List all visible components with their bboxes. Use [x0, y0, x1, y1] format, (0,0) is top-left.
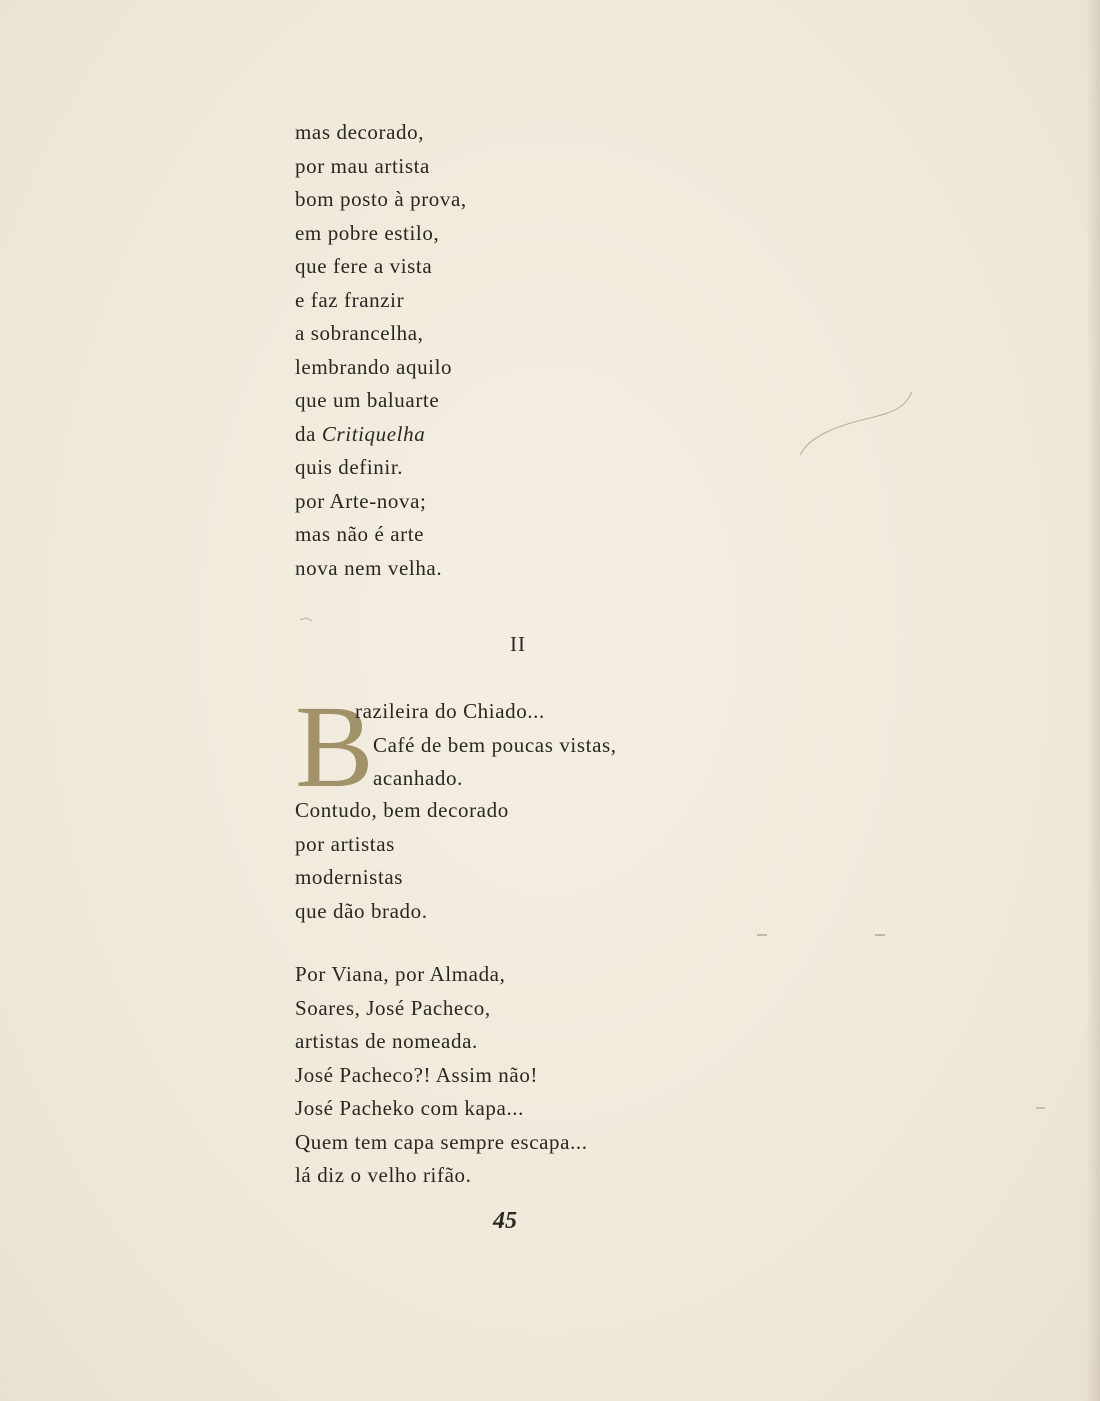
drop-cap: B [295, 681, 374, 812]
verse-line: por Arte-nova; [295, 488, 427, 513]
verse-line: em pobre estilo, [295, 220, 440, 245]
verse-line: a sobrancelha, [295, 321, 424, 345]
italic-word: Critiquelha [321, 421, 426, 446]
verse-line-critiquelha [295, 418, 467, 452]
verse-line: quis definir. [295, 455, 404, 479]
paper-scratch-mark [790, 380, 920, 460]
verse-line: Soares, José Pacheco, [295, 995, 491, 1020]
verse-line: e faz franzir [295, 287, 405, 312]
stanza-3 [295, 958, 588, 1193]
verse-line: mas não é arte [295, 522, 425, 546]
verse-line: acanhado. [373, 766, 463, 790]
stanza-1 [295, 116, 467, 585]
verse-line: artistas de nomeada. [295, 1029, 478, 1053]
verse-line: que dão brado. [295, 898, 428, 923]
section-number: II [510, 632, 526, 656]
page-number: 45 [493, 1208, 517, 1234]
verse-text: da [295, 421, 322, 446]
paper-dash-mark [1035, 1105, 1047, 1111]
verse-line: bom posto à prova, [295, 187, 467, 211]
verse-line: que fere a vista [295, 254, 433, 278]
verse-line: José Pacheco?! Assim não! [295, 1062, 539, 1087]
verse-line: razileira do Chiado... [355, 699, 545, 723]
verse-line: lembrando aquilo [295, 354, 453, 379]
paper-speck [298, 612, 318, 626]
verse-line: modernistas [295, 865, 404, 889]
verse-line: por mau artista [295, 153, 430, 178]
verse-line: Por Viana, por Almada, [295, 962, 506, 986]
verse-line: José Pacheko com kapa... [295, 1096, 525, 1120]
paper-dash-marks [755, 930, 895, 940]
verse-line: nova nem velha. [295, 555, 443, 580]
page-edge-shadow [1086, 0, 1100, 1401]
verse-line: Contudo, bem decorado [295, 798, 509, 822]
verse-line: por artistas [295, 831, 395, 856]
stanza-2 [295, 794, 509, 928]
verse-line: Quem tem capa sempre escapa... [295, 1129, 588, 1154]
verse-line: lá diz o velho rifão. [295, 1163, 472, 1187]
verse-line: mas decorado, [295, 120, 425, 144]
verse-line: Café de bem poucas vistas, [373, 732, 617, 757]
verse-line: que um baluarte [295, 388, 440, 412]
